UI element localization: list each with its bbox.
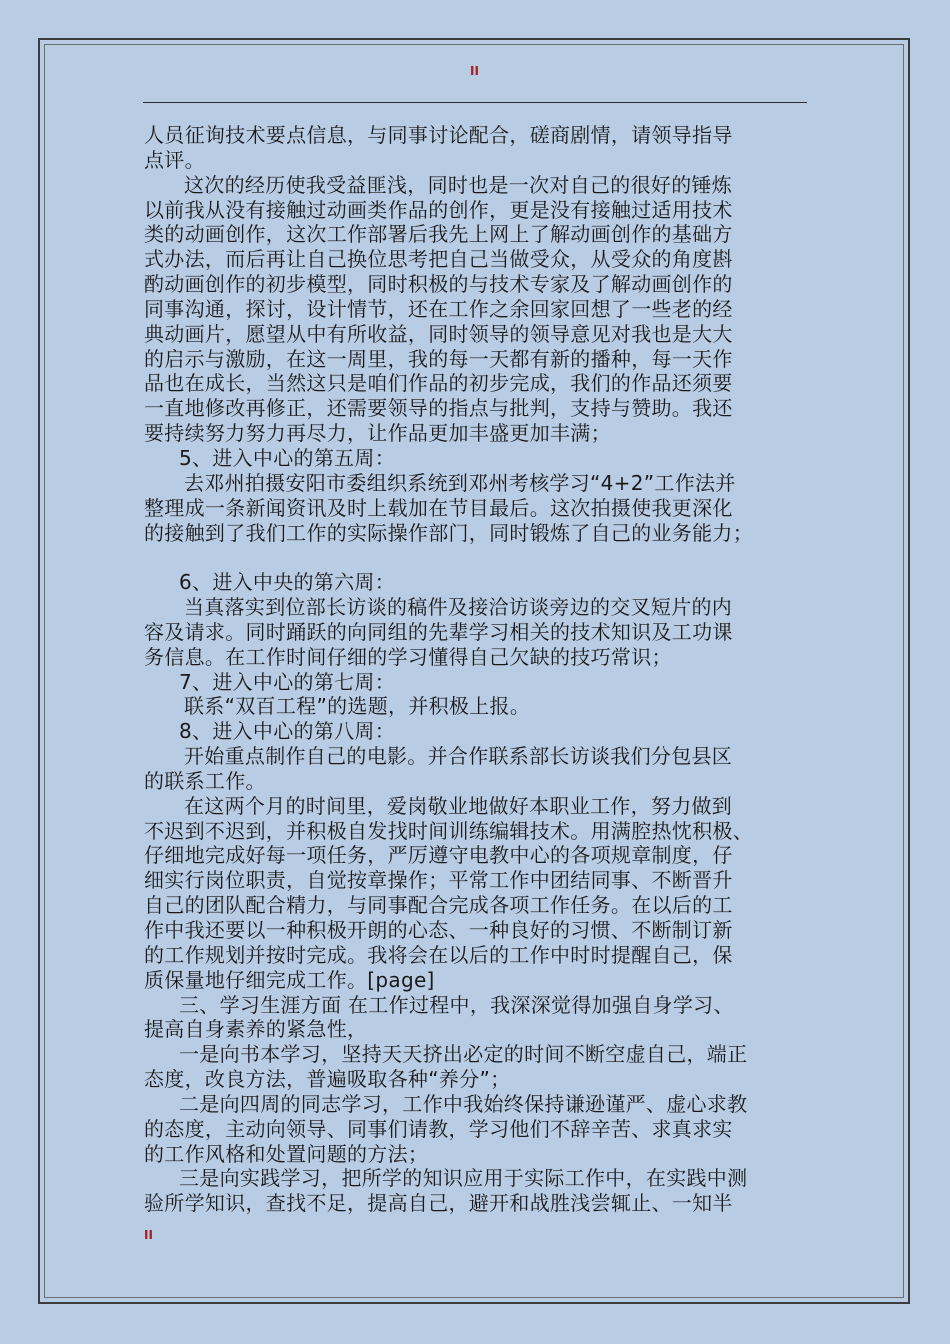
paragraph-study-colleagues: 二是向四周的同志学习，工作中我始终保持谦逊谨严、虚心求教 的态度，主动向领导、同事们请教，学习他们不辞辛苦、求真求实 的工作风格和处置问题的方法； [144,1091,748,1166]
footer-mark: II [144,1228,153,1242]
heading-week-8: 8、进入中心的第八周： [179,719,396,744]
heading-week-7: 7、进入中心的第七周： [179,669,396,694]
paragraph-summary: 在这两个月的时间里，爱岗敬业地做好本职业工作，努力做到 不迟到不迟到，并积极自发找时间训练编辑技术。用满腔热忱积极、 仔细地完成好每一项任务，严厉遵守电教中心的各项规章制度，仔 细实行岗位职责，自觉按章操作；平常工作中团结同事、不断晋升 自己的团队配合精力，与同事配合完成各项工作任务。在以后的工 作中我还要以一种积极开朗的心态、一种良好的习惯、不断制订新 的工作规划并按时完成。我将会在以后的工作中时时提醒自己，保 质保量地仔细完成工作。[page] [144,793,753,992]
blank-line [144,545,824,570]
paragraph-week-7: 联系“双百工程”的选题，并积极上报。 [184,694,531,719]
paragraph-study-books: 一是向书本学习，坚持天天挤出必定的时间不断空虚自己，端正 态度，改良方法，普遍吸取各种“养分”； [144,1042,748,1092]
header-mark: II [470,64,479,78]
paragraph-week-5: 去邓州拍摄安阳市委组织系统到邓州考核学习“4+2”工作法并 整理成一条新闻资讯及时上载加在节目最后。这次拍摄使我更深化 的接触到了我们工作的实际操作部门，同时锻炼了自己的业务能力； [144,470,753,545]
header-divider [143,102,807,103]
paragraph-study-practice: 三是向实践学习，把所学的知识应用于实际工作中，在实践中测 验所学知识，查找不足，提高自己，避开和战胜浅尝辄止、一知半 [144,1166,748,1216]
heading-week-5: 5、进入中心的第五周： [179,445,396,470]
paragraph-week-6: 当真落实到位部长访谈的稿件及接洽访谈旁边的交叉短片的内 容及请求。同时踊跃的向同组的先辈学习相关的技术知识及工功课 务信息。在工作时间仔细的学习懂得自己欠缺的技巧常识； [144,595,733,669]
paragraph-continuation: 人员征询技术要点信息，与同事讨论配合，磋商剧情，请领导指导 点评。 [144,123,733,172]
paragraph-week-8: 开始重点制作自己的电影。并合作联系部长访谈我们分包县区 的联系工作。 [144,744,733,793]
heading-week-6: 6、进入中央的第六周： [179,570,396,595]
document-body [144,123,824,1216]
paragraph-experience: 这次的经历使我受益匪浅，同时也是一次对自己的很好的锤炼 以前我从没有接触过动画类作品的创作，更是没有接触过适用技术 类的动画创作，这次工作部署后我先上网上了解动画创作的基础方 式办法，而后再让自己换位思考把自己当做受众，从受众的角度斟 酌动画创作的初步模型，同时积极的与技术专家及了解动画创作的 同事沟通，探讨，设计情节，还在工作之余回家回想了一些老的经 典动画片，愿望从中有所收益，同时领导的领导意见对我也是大大 的启示与激励，在这一周里，我的每一天都有新的播种，每一天作 品也在成长，当然这只是咱们作品的初步完成，我们的作品还须要 一直地修改再修正，还需要领导的指点与批判，支持与赞助。我还 要持续努力努力再尽力，让作品更加丰盛更加丰满； [144,172,733,446]
paragraph-study: 三、学习生涯方面 在工作过程中，我深深觉得加强自身学习、 提高自身素养的紧急性， [144,992,734,1042]
